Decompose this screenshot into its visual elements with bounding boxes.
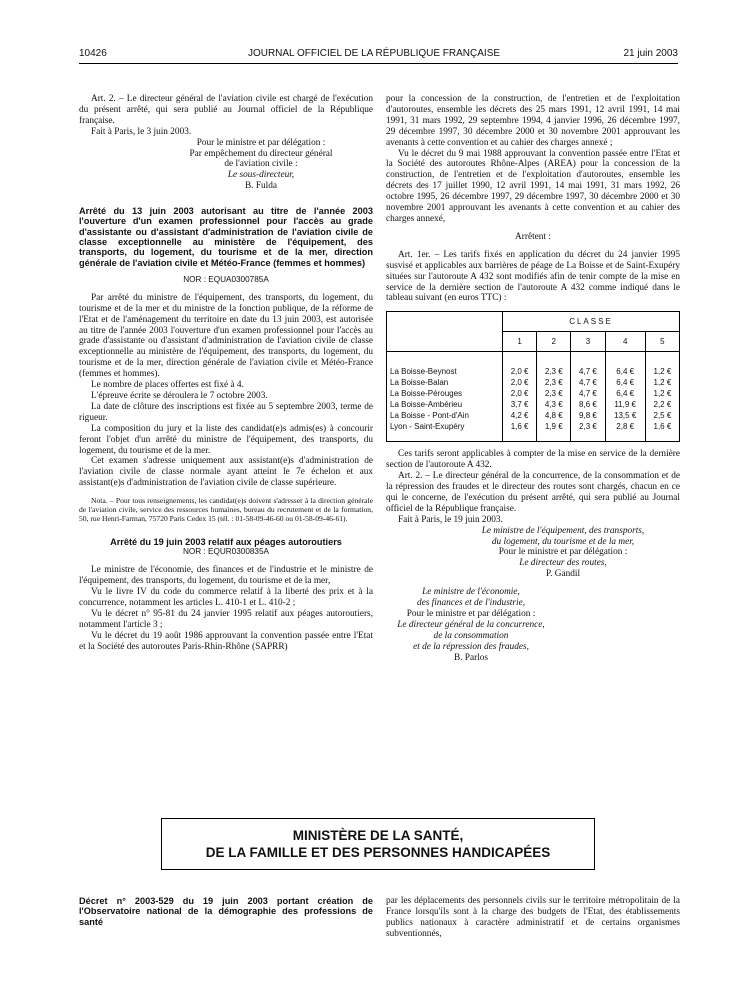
paragraph: Le nombre de places offertes est fixé à 4. [91,380,244,391]
nor-reference: NOR : EQUA0300785A [183,274,269,284]
paragraph: Vu le décret du 9 mai 1988 approuvant la convention passée entre l'Etat et la Société des autoroutes Rhône-Alpes (AREA) pour la concession de la construction, de l'entretien et de l'exploitation d'autoroutes, ensemble les décrets des 17 juillet 1990, 12 avril 1991, 14 mai 1991, 31 mars 1992, 26 octobre 1995, 26 décembre 1997, 29 décembre 1997, 30 décembre 2000 et 30 novembre 2001 approuvant les avenants à cette convention et au cahier des charges annexé, [386,148,680,224]
column-header: 3 [571,332,605,352]
article-1: Art. 1er. – Les tarifs fixés en application du décret du 24 janvier 1995 susvisé et applicables aux barrières de péage de La Boisse et de Saint-Exupéry situées sur l'autoroute A 432 sont modifiés afin de tenir compte de la mise en service de la dernière section de l'autoroute A 432 comme indiqué dans le tableau suivant (en euros TTC) : [386,249,680,304]
signature-block [79,138,373,193]
paragraph: Ces tarifs seront applicables à compter de la mise en service de la dernière section de l'autoroute A 432. [386,449,680,471]
column-header: 5 [645,332,679,352]
arretent: Arrêtent : [515,231,551,242]
signed-date: Fait à Paris, le 3 juin 2003. [91,126,192,137]
nota: Nota. – Pour tous renseignements, les candidat(e)s doivent s'adresser à la direction générale de l'aviation civile, service des ressources humaines, bureau du recrutement et de la formation, 50, rue Henri-Farman, 75720 Paris Cedex 15 (tél. : 01-58-09-46-60 ou 01-58-09-46-61). [79,496,373,524]
table-row: La Boisse-Beynost 2,0 € 2,3 € 4,7 € 6,4 € 1,2 € [387,366,680,377]
table-row: La Boisse-Ambérieu 3,7 € 4,3 € 8,6 € 11,9 € 2,2 € [387,399,680,410]
page-number: 10426 [79,48,107,59]
sig-line: Le sous-directeur, [227,170,295,181]
paragraph: pour la concession de la construction, de l'entretien et de l'exploitation d'autoroutes, ensemble les décrets des 25 mars 1991, 12 avril 1991, 14 mai 1991, 31 mars 1992, 29 septembre 1994, 4 janvier 1996, 26 décembre 1997, 29 décembre 1997, 30 décembre 2000 et 30 novembre 2001 approuvant les avenants à cette convention et au cahier des charges annexé ; [386,94,680,148]
paragraph: Vu le décret n° 95-81 du 24 janvier 1995 relatif aux péages autoroutiers, notamment l'article 3 ; [79,608,373,630]
paragraph: Le ministre de l'économie, des finances et de l'industrie et le ministre de l'équipement, des transports, du logement, du tourisme et de la mer, [79,565,373,587]
signature-block: Le ministre de l'économie, des finances et de l'industrie, Pour le ministre et par délégation : Le directeur général de la concurrence, de la consommation et de la répression des fraudes, B. Parlos [386,587,556,663]
paragraph: par les déplacements des personnels civils sur le territoire métropolitain de la France lorsqu'ils sont à la charge des budgets de l'Etat, des établissements publics nationaux à caractère administratif et de certains organismes subventionnés, [386,896,680,939]
table-header: CLASSE [503,312,680,332]
table-row: La Boisse-Pérouges 2,0 € 2,3 € 4,7 € 6,4 € 1,2 € [387,388,680,399]
decree-title: Arrêté du 19 juin 2003 relatif aux péages autoroutiers [110,537,342,548]
paragraph: Par arrêté du ministre de l'équipement, des transports, du logement, du tourisme et de la mer et du ministre de la fonction publique, de la réforme de l'Etat et de l'aménagement du territoire en date du 13 juin 2003, est autorisée au titre de l'année 2003 l'ouverture d'un examen professionnel pour l'accès au grade d'assistante ou d'assistant d'administration de l'aviation civile de classe exceptionnelle au ministère de l'équipement, des transports, du logement, du tourisme et de la mer, direction générale de l'aviation civile et Météo-France (femmes et hommes). [79,292,373,380]
ministry-banner [161,818,595,870]
bottom-right-column [386,896,680,940]
signed-date: Fait à Paris, le 19 juin 2003. [398,514,503,525]
paragraph: Vu le livre IV du code du commerce relatif à la liberté des prix et à la concurrence, notamment les articles L. 410-1 et L. 410-2 ; [79,587,373,609]
issue-date: 21 juin 2003 [623,48,678,59]
signatory-name: B. Fulda [244,181,278,192]
signature-block: Le ministre de l'équipement, des transports, du logement, du tourisme et de la mer, Pour le ministre et par délégation : Le directeur des routes, P. Gandil [386,526,680,581]
bottom-left-column [79,896,373,927]
decree-title: Décret n° 2003-529 du 19 juin 2003 portant création de l'Observatoire national de la démographie des professions de santé [79,896,373,927]
column-header: 1 [503,332,537,352]
tariff-table [386,311,680,442]
article-2: Art. 2. – Le directeur général de la concurrence, de la consommation et de la répression des fraudes et le directeur des routes sont chargés, chacun en ce qui le concerne, de l'exécution du présent arrêté, qui sera publié au Journal officiel de la République française. [386,471,680,514]
sig-line: Pour le ministre et par délégation : [196,137,326,148]
paragraph: Vu le décret du 19 août 1986 approuvant la convention passée entre l'Etat et la Société des autoroutes Paris-Rhin-Rhône (SAPRR) [79,630,373,652]
table-row: La Boisse-Balan 2,0 € 2,3 € 4,7 € 6,4 € 1,2 € [387,377,680,388]
decree-title: Arrêté du 13 juin 2003 autorisant au titre de l'année 2003 l'ouverture d'un examen professionnel pour l'accès au grade d'assistante ou d'assistant d'administration de l'aviation civile de classe exceptionnelle au ministère de l'équipement, des transports, du logement, du tourisme et de la mer, direction générale de l'aviation civile et Météo-France (femmes et hommes) [79,206,373,268]
column-header: 4 [605,332,645,352]
right-column [386,94,680,664]
left-column [79,94,373,653]
signatory-name: B. Parlos [453,652,489,663]
paragraph: L'épreuve écrite se déroulera le 7 octobre 2003. [91,391,268,401]
table-row: La Boisse - Pont-d'Ain 4,2 € 4,8 € 9,8 € 13,5 € 2,5 € [387,410,680,421]
signatory-name: P. Gandil [545,569,581,580]
paragraph: La date de clôture des inscriptions est fixée au 5 septembre 2003, terme de rigueur. [79,401,373,423]
header-rule [79,63,678,64]
journal-title: JOURNAL OFFICIEL DE LA RÉPUBLIQUE FRANÇAISE [247,48,501,59]
sig-line: Par empêchement du directeur général [189,148,333,159]
sig-line: de l'aviation civile : [224,159,298,170]
nor-reference: NOR : EQUR0300835A [182,547,269,557]
column-header: 2 [537,332,571,352]
paragraph: Cet examen s'adresse uniquement aux assistant(e)s d'administration de l'aviation civile de classe normale ayant atteint le 7e échelon et aux assistant(e)s d'administration de l'aviation civile de classe supérieure. [79,456,373,489]
article-2: Art. 2. – Le directeur général de l'aviation civile est chargé de l'exécution du présent arrêté, qui sera publié au Journal officiel de la République française. [79,94,373,126]
ministry-line: DE LA FAMILLE ET DES PERSONNES HANDICAPÉES [205,845,551,860]
paragraph: La composition du jury et la liste des candidat(e)s admis(es) à concourir feront l'objet d'un arrêté du ministre de l'équipement, des transports, du logement, du tourisme et de la mer. [79,423,373,456]
table-row: Lyon - Saint-Exupéry 1,6 € 1,9 € 2,3 € 2,8 € 1,6 € [387,421,680,432]
ministry-line: MINISTÈRE DE LA SANTÉ, [292,828,464,843]
